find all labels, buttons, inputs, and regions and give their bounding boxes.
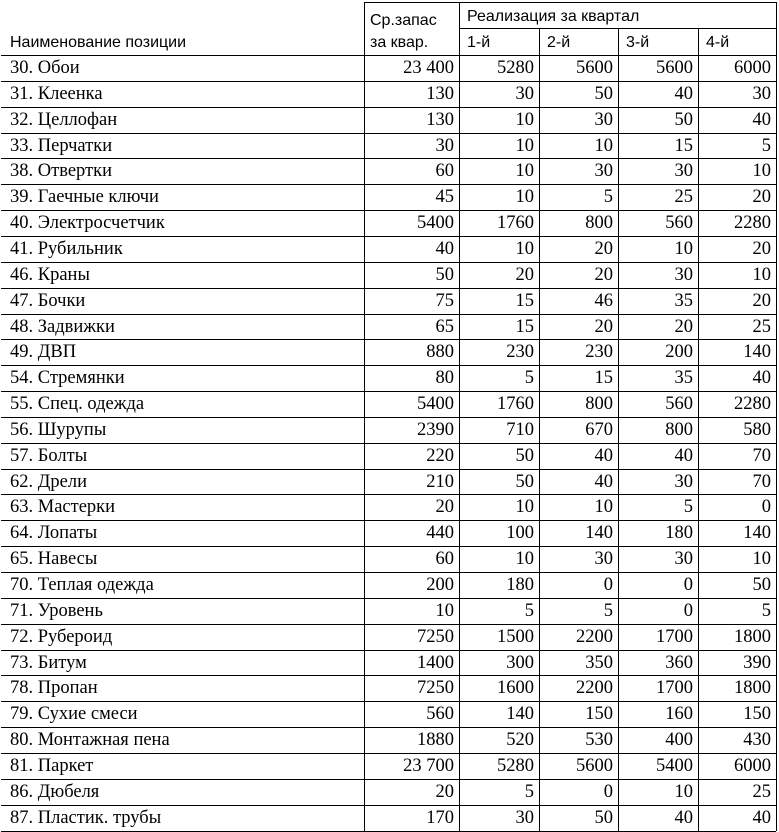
grid-line [1,391,776,392]
row-name: 32. Целлофан [10,109,118,130]
row-name: 31. Клеенка [10,83,103,104]
grid-line [1,701,776,702]
row-q4-value: 20 [752,290,771,311]
row-q1-value: 1600 [497,678,534,699]
row-q1-value: 30 [515,807,534,828]
row-q2-value: 530 [585,730,613,751]
row-q1-value: 10 [515,187,534,208]
row-name: 54. Стремянки [10,368,125,389]
row-q1-value: 230 [506,342,534,363]
row-q2-value: 800 [585,394,613,415]
grid-line [364,2,365,831]
row-q4-value: 580 [743,419,771,440]
row-stock-value: 1400 [417,652,454,673]
row-stock-value: 130 [426,109,454,130]
row-name: 81. Паркет [10,755,94,776]
row-name: 55. Спец. одежда [10,394,145,415]
row-q3-value: 360 [665,652,693,673]
row-stock-value: 130 [426,83,454,104]
grid-line [1,753,776,754]
row-q2-value: 10 [594,497,613,518]
row-name: 70. Теплая одежда [10,575,154,595]
header-quarter-1: 1-й [467,34,491,51]
grid-line [1,339,776,340]
row-q3-value: 0 [683,575,693,595]
row-q1-value: 50 [515,445,534,466]
row-name: 33. Перчатки [10,135,113,156]
grid-line [1,598,776,599]
grid-line [1,236,776,237]
grid-line [1,675,776,676]
row-q4-value: 10 [752,264,771,285]
row-q4-value: 20 [752,187,771,208]
row-q2-value: 50 [594,807,613,828]
row-q1-value: 10 [515,238,534,259]
row-q4-value: 6000 [734,58,771,78]
row-stock-value: 10 [435,600,454,621]
row-q2-value: 5 [603,187,613,208]
row-q2-value: 0 [603,575,613,595]
row-q3-value: 25 [674,187,693,208]
row-q3-value: 30 [674,549,693,570]
row-q4-value: 25 [752,316,771,337]
row-stock-value: 20 [435,497,454,518]
grid-line [1,184,776,185]
row-q4-value: 10 [752,161,771,182]
row-q1-value: 15 [515,316,534,337]
grid-line [776,2,777,831]
row-q1-value: 1760 [497,394,534,415]
grid-line [1,365,776,366]
row-q3-value: 1700 [656,626,693,647]
row-q2-value: 50 [594,83,613,104]
row-q2-value: 10 [594,135,613,156]
row-q4-value: 390 [743,652,771,673]
grid-line [1,81,776,82]
row-q3-value: 200 [665,342,693,363]
grid-line [459,2,460,831]
grid-line [539,28,540,831]
row-stock-value: 23 700 [403,755,454,776]
row-q1-value: 100 [506,523,534,544]
row-q3-value: 160 [665,704,693,725]
row-name: 78. Пропан [10,678,98,699]
row-stock-value: 60 [435,549,454,570]
header-quarter-2: 2-й [547,34,571,51]
row-name: 65. Навесы [10,549,98,570]
grid-line [1,520,776,521]
row-q1-value: 10 [515,549,534,570]
row-q1-value: 5280 [497,755,534,776]
row-q3-value: 40 [674,445,693,466]
row-name: 56. Шурупы [10,419,107,440]
grid-line [1,210,776,211]
row-name: 86. Дюбеля [10,781,100,802]
grid-line [1,546,776,547]
row-stock-value: 30 [435,135,454,156]
header-sales-group: Реализация за квартал [467,8,640,25]
row-name: 39. Гаечные ключи [10,187,159,208]
row-q2-value: 30 [594,549,613,570]
grid-line [1,417,776,418]
row-stock-value: 50 [435,264,454,285]
row-q3-value: 20 [674,316,693,337]
row-q2-value: 15 [594,368,613,389]
row-q2-value: 5600 [576,755,613,776]
row-name: 49. ДВП [10,342,77,363]
row-q2-value: 670 [585,419,613,440]
header-stock-label: за квар. [370,34,429,51]
row-q4-value: 430 [743,730,771,751]
row-name: 73. Битум [10,652,87,673]
row-name: 48. Задвижки [10,316,115,337]
row-q4-value: 0 [761,497,771,518]
row-stock-value: 5400 [417,394,454,415]
row-q1-value: 1760 [497,213,534,234]
row-q3-value: 30 [674,264,693,285]
row-q3-value: 50 [674,109,693,130]
row-q1-value: 10 [515,109,534,130]
row-stock-value: 200 [426,575,454,595]
row-q4-value: 6000 [734,755,771,776]
row-q4-value: 2280 [734,213,771,234]
grid-line [1,572,776,573]
row-q2-value: 20 [594,264,613,285]
row-q3-value: 180 [665,523,693,544]
row-stock-value: 2390 [417,419,454,440]
row-q1-value: 710 [506,419,534,440]
row-q3-value: 40 [674,807,693,828]
row-q4-value: 40 [752,368,771,389]
row-q1-value: 15 [515,290,534,311]
row-name: 62. Дрели [10,471,87,492]
row-q4-value: 40 [752,807,771,828]
row-stock-value: 220 [426,445,454,466]
grid-line [1,727,776,728]
row-q1-value: 140 [506,704,534,725]
row-name: 80. Монтажная пена [10,730,170,751]
row-q3-value: 30 [674,161,693,182]
row-q4-value: 5 [761,600,771,621]
row-stock-value: 80 [435,368,454,389]
row-name: 63. Мастерки [10,497,116,518]
grid-line [1,55,776,56]
row-q4-value: 10 [752,549,771,570]
row-q3-value: 560 [665,394,693,415]
row-q3-value: 1700 [656,678,693,699]
row-q2-value: 40 [594,471,613,492]
header-name-label: Наименование позиции [10,34,187,51]
row-stock-value: 65 [435,316,454,337]
header-quarter-3: 3-й [626,34,650,51]
row-q3-value: 5400 [656,755,693,776]
row-q4-value: 20 [752,238,771,259]
grid-line [618,28,619,831]
row-q2-value: 5 [603,600,613,621]
row-q3-value: 5600 [656,58,693,78]
row-q2-value: 140 [585,523,613,544]
row-q2-value: 30 [594,109,613,130]
row-stock-value: 45 [435,187,454,208]
row-name: 47. Бочки [10,290,86,311]
row-q1-value: 180 [506,575,534,595]
row-q1-value: 5280 [497,58,534,78]
row-q1-value: 30 [515,83,534,104]
row-q3-value: 10 [674,238,693,259]
grid-line [364,2,776,3]
row-q2-value: 350 [585,652,613,673]
grid-line [698,28,699,831]
row-name: 71. Уровень [10,600,103,621]
row-q3-value: 30 [674,471,693,492]
row-q2-value: 800 [585,213,613,234]
row-name: 64. Лопаты [10,523,98,544]
row-q3-value: 40 [674,83,693,104]
header-stock-label: Ср.запас [370,12,437,29]
row-q4-value: 70 [752,471,771,492]
row-q2-value: 20 [594,238,613,259]
row-stock-value: 440 [426,523,454,544]
row-q2-value: 40 [594,445,613,466]
row-name: 41. Рубильник [10,238,123,259]
row-stock-value: 60 [435,161,454,182]
row-q3-value: 0 [683,600,693,621]
row-q2-value: 150 [585,704,613,725]
row-q4-value: 140 [743,523,771,544]
row-q3-value: 35 [674,368,693,389]
row-name: 40. Электросчетчик [10,213,165,234]
row-q4-value: 50 [752,575,771,595]
row-stock-value: 5400 [417,213,454,234]
row-q2-value: 2200 [576,678,613,699]
row-q3-value: 5 [683,497,693,518]
row-q4-value: 30 [752,83,771,104]
row-q1-value: 20 [515,264,534,285]
row-q1-value: 10 [515,497,534,518]
row-q1-value: 5 [524,600,534,621]
row-q1-value: 50 [515,471,534,492]
row-q1-value: 10 [515,161,534,182]
row-q4-value: 70 [752,445,771,466]
row-q2-value: 5600 [576,58,613,78]
row-q4-value: 150 [743,704,771,725]
row-name: 30. Обои [10,58,80,78]
row-q3-value: 400 [665,730,693,751]
row-q1-value: 5 [524,368,534,389]
row-q4-value: 2280 [734,394,771,415]
row-stock-value: 40 [435,238,454,259]
grid-line [1,158,776,159]
row-q4-value: 1800 [734,678,771,699]
row-name: 72. Рубероид [10,626,113,647]
row-q1-value: 5 [524,781,534,802]
row-q1-value: 520 [506,730,534,751]
row-q3-value: 35 [674,290,693,311]
row-stock-value: 560 [426,704,454,725]
row-q3-value: 15 [674,135,693,156]
row-stock-value: 880 [426,342,454,363]
row-name: 57. Болты [10,445,88,466]
row-q3-value: 560 [665,213,693,234]
row-q2-value: 30 [594,161,613,182]
row-q1-value: 300 [506,652,534,673]
row-name: 38. Отвертки [10,161,113,182]
row-stock-value: 210 [426,471,454,492]
row-name: 79. Сухие смеси [10,704,138,725]
row-stock-value: 7250 [417,626,454,647]
header-quarter-4: 4-й [706,34,730,51]
row-name: 87. Пластик. трубы [10,807,162,828]
row-stock-value: 1880 [417,730,454,751]
row-stock-value: 75 [435,290,454,311]
row-q2-value: 2200 [576,626,613,647]
row-q4-value: 1800 [734,626,771,647]
row-q4-value: 140 [743,342,771,363]
row-q2-value: 0 [603,781,613,802]
row-q3-value: 10 [674,781,693,802]
row-q2-value: 230 [585,342,613,363]
row-stock-value: 23 400 [403,58,454,78]
row-q1-value: 10 [515,135,534,156]
row-q2-value: 46 [594,290,613,311]
row-stock-value: 7250 [417,678,454,699]
row-stock-value: 20 [435,781,454,802]
row-q4-value: 40 [752,109,771,130]
row-q4-value: 25 [752,781,771,802]
row-q3-value: 800 [665,419,693,440]
row-q2-value: 20 [594,316,613,337]
row-name: 46. Краны [10,264,90,285]
row-q1-value: 1500 [497,626,534,647]
row-q4-value: 5 [761,135,771,156]
grid-line [1,494,776,495]
row-stock-value: 170 [426,807,454,828]
